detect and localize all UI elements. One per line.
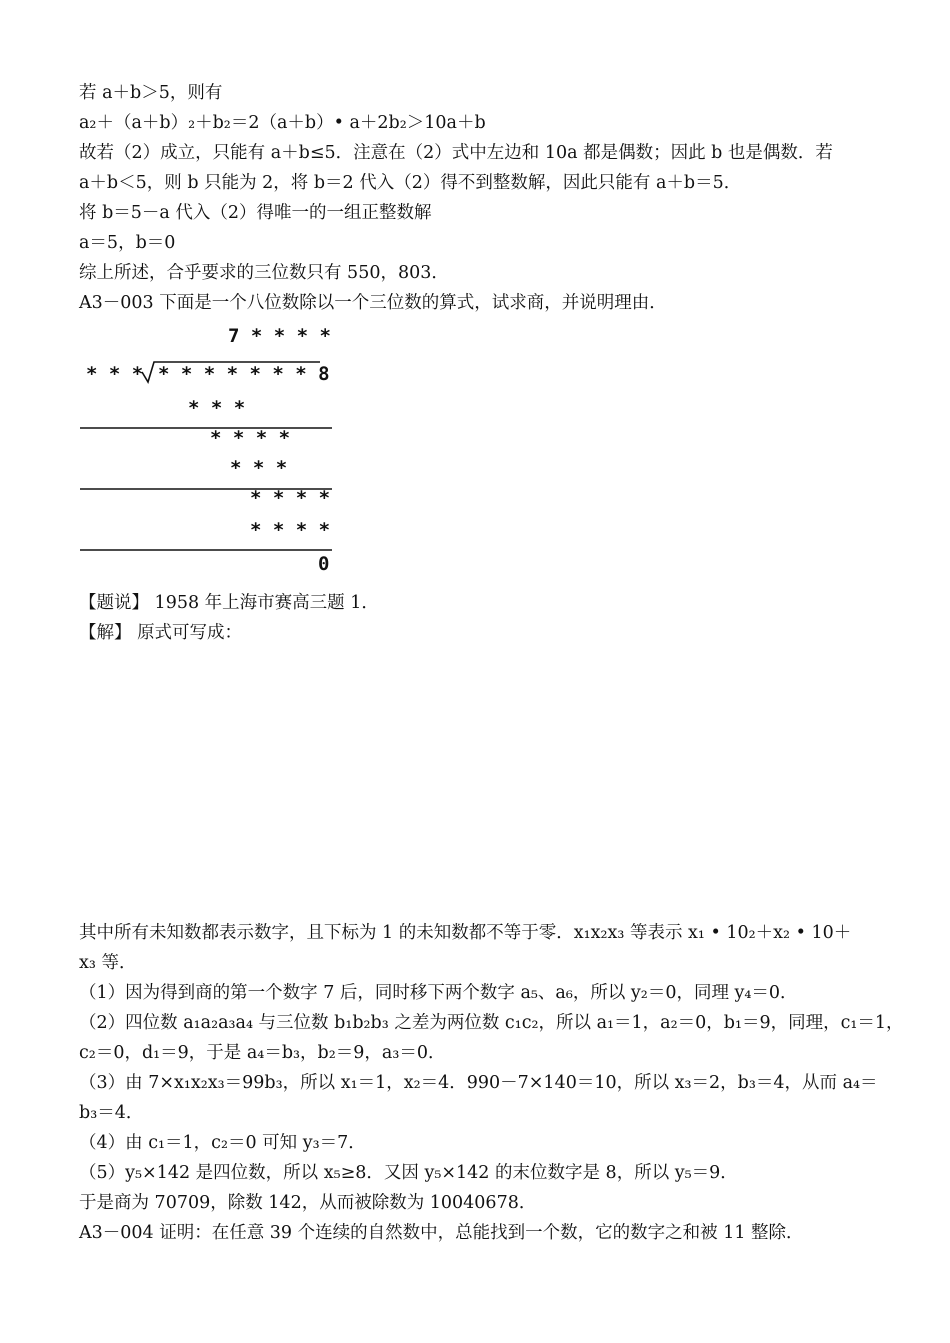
divisor: * * * [86,363,144,385]
step-5: （5）y₅×142 是四位数，所以 x₅≥8．又因 y₅×142 的末位数字是 8，所以 y₅＝9． [79,1163,738,1183]
text-line-4: a＋b＜5，则 b 只能为 2，将 b＝2 代入（2）得不到整数解，因此只能有 a＋b＝5． [79,173,742,193]
division-row-2: * * * * [210,427,291,449]
step-3: （3）由 7×x₁x₂x₃＝99b₃，所以 x₁＝1，x₂＝4．990－7×140＝10，所以 x₃＝2，b₃＝4，从而 a₄＝ [79,1073,878,1093]
text-line-6: a＝5，b＝0 [79,233,176,253]
step-3-cont: b₃＝4． [79,1103,144,1123]
text-line-11: 其中所有未知数都表示数字，且下标为 1 的未知数都不等于零．x₁x₂x₃ 等表示 x₁ • 10₂＋x₂ • 10＋ [79,923,852,943]
conclusion: 于是商为 70709，除数 142，从而被除数为 10040678． [79,1193,537,1213]
division-row-4: * * * * [250,487,331,509]
step-4: （4）由 c₁＝1，c₂＝0 可知 y₃＝7． [79,1133,366,1153]
text-line-7: 综上所述，合乎要求的三位数只有 550，803． [79,263,449,283]
division-row-3: * * * [230,457,288,479]
problem-source: 【题说】 1958 年上海市赛高三题 1． [79,593,379,613]
text-line-3: 故若（2）成立，只能有 a＋b≤5．注意在（2）式中左边和 10a 都是偶数；因此 b 也是偶数．若 [79,143,833,163]
problem-a3-003: A3－003 下面是一个八位数除以一个三位数的算式，试求商，并说明理由． [79,293,667,313]
text-line-12: x₃ 等． [79,953,137,973]
text-line-2: a₂＋（a＋b）₂＋b₂＝2（a＋b）• a＋2b₂＞10a＋b [79,113,486,133]
solution-heading: 【解】 原式可写成： [79,623,243,643]
text-line-5: 将 b＝5－a 代入（2）得唯一的一组正整数解 [79,203,432,223]
quotient: 7 * * * * [228,325,331,347]
step-1: （1）因为得到商的第一个数字 7 后，同时移下两个数字 a₅、a₆，所以 y₂＝0，同理 y₄＝0． [79,983,798,1003]
division-row-5: * * * * [250,519,331,541]
text-line-1: 若 a＋b＞5，则有 [79,83,223,103]
problem-a3-004: A3－004 证明：在任意 39 个连续的自然数中，总能找到一个数，它的数字之和被 11 整除． [79,1223,804,1243]
dividend: * * * * * * * 8 [158,363,330,385]
division-row-1: * * * [188,397,246,419]
step-2: （2）四位数 a₁a₂a₃a₄ 与三位数 b₁b₂b₃ 之差为两位数 c₁c₂，所以 a₁＝1，a₂＝0，b₁＝9，同理，c₁＝1， [79,1013,904,1033]
step-2-cont: c₂＝0，d₁＝9，于是 a₄＝b₃，b₂＝9，a₃＝0． [79,1043,446,1063]
long-division-figure [80,322,340,582]
remainder: 0 [318,553,330,575]
